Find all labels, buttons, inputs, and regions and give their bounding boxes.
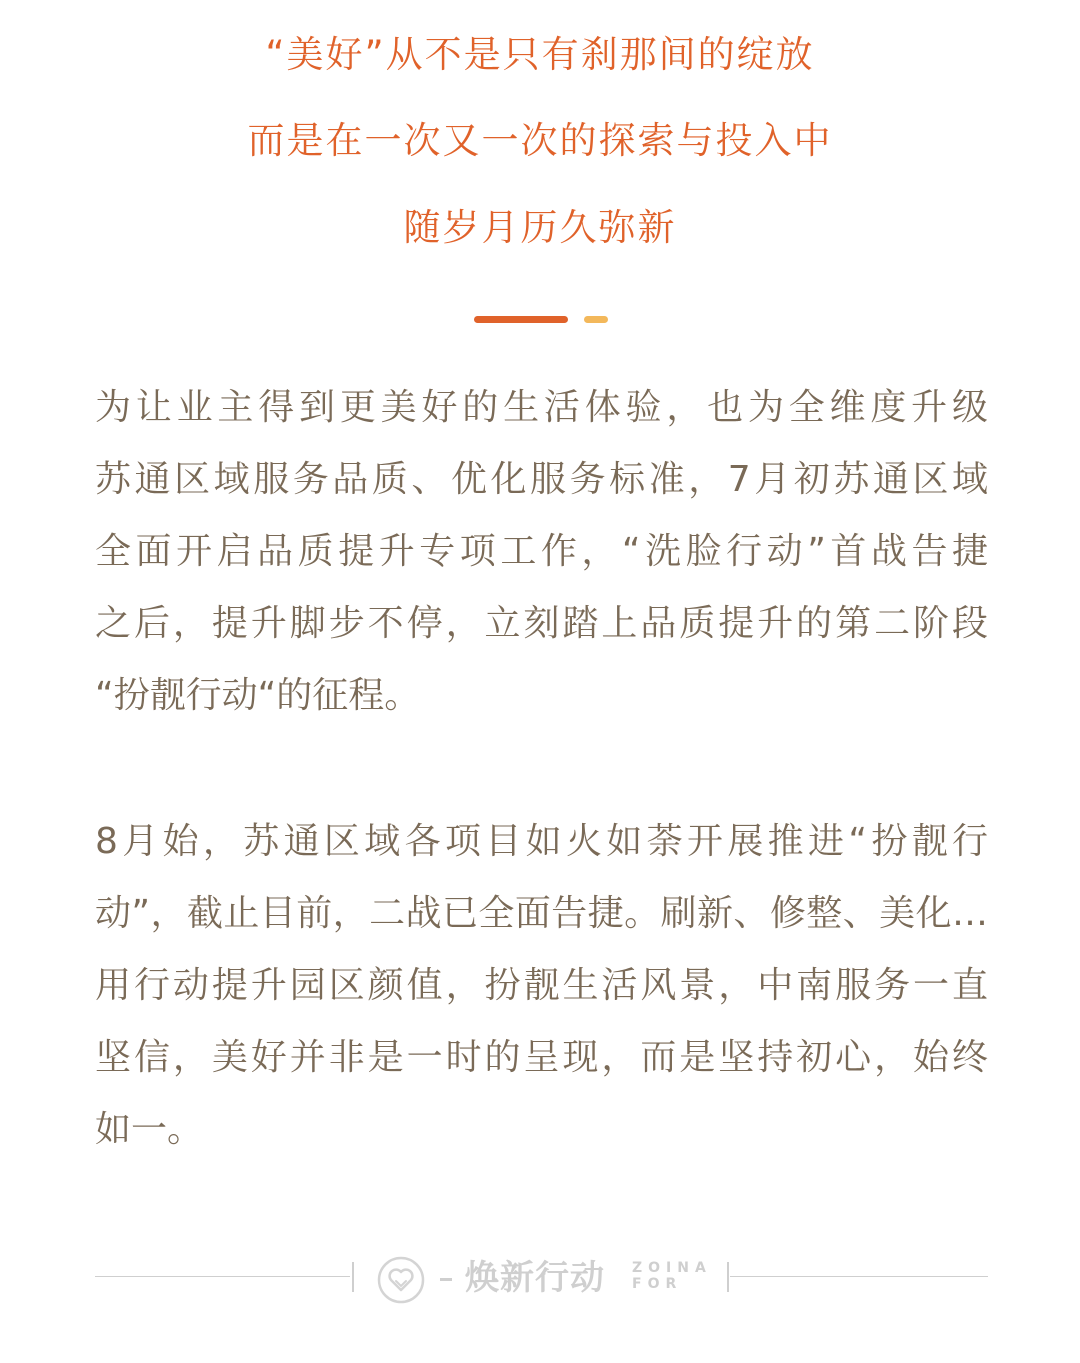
headline-line-2: 而是在一次又一次的探索与投入中 <box>247 119 833 162</box>
accent-bar-primary <box>474 316 568 323</box>
progress-paragraph <box>95 806 988 1166</box>
heart-ring-icon <box>376 1255 426 1305</box>
paragraph-line: 如一。 <box>95 1109 204 1150</box>
footer-latin-top: ZOINA <box>632 1260 712 1276</box>
paragraph-line: “扮靓行动“的征程。 <box>95 675 421 716</box>
headline-line-3: 随岁月历久弥新 <box>403 206 677 249</box>
paragraph-line: 苏通区域服务品质、优化服务标准，7月初苏通区域 <box>95 459 988 500</box>
footer-dash <box>440 1278 452 1281</box>
footer-rule-left <box>95 1276 350 1277</box>
footer-tick-right <box>727 1262 729 1292</box>
footer-rule-right <box>730 1276 988 1277</box>
footer-latin-bottom: FOR <box>632 1276 683 1292</box>
headline-line-1: “美好”从不是只有刹那间的绽放 <box>265 33 815 76</box>
footer-brand-text: 焕新行动 <box>465 1258 605 1298</box>
paragraph-line: 8月始，苏通区域各项目如火如荼开展推进“扮靓行 <box>95 821 988 862</box>
paragraph-line: 全面开启品质提升专项工作，“洗脸行动”首战告捷 <box>95 531 988 572</box>
paragraph-line: 为让业主得到更美好的生活体验，也为全维度升级 <box>95 387 988 428</box>
paragraph-line: 之后，提升脚步不停，立刻踏上品质提升的第二阶段 <box>95 603 988 644</box>
footer-tick-left <box>352 1262 354 1292</box>
paragraph-line: 动”，截止目前，二战已全面告捷。刷新、修整、美化… <box>95 893 988 934</box>
intro-paragraph <box>95 372 988 732</box>
footer-latin-wordmark <box>632 1260 712 1292</box>
paragraph-line: 坚信，美好并非是一时的呈现，而是坚持初心，始终 <box>95 1037 988 1078</box>
paragraph-line: 用行动提升园区颜值，扮靓生活风景，中南服务一直 <box>95 965 988 1006</box>
accent-bar-secondary <box>584 316 608 323</box>
